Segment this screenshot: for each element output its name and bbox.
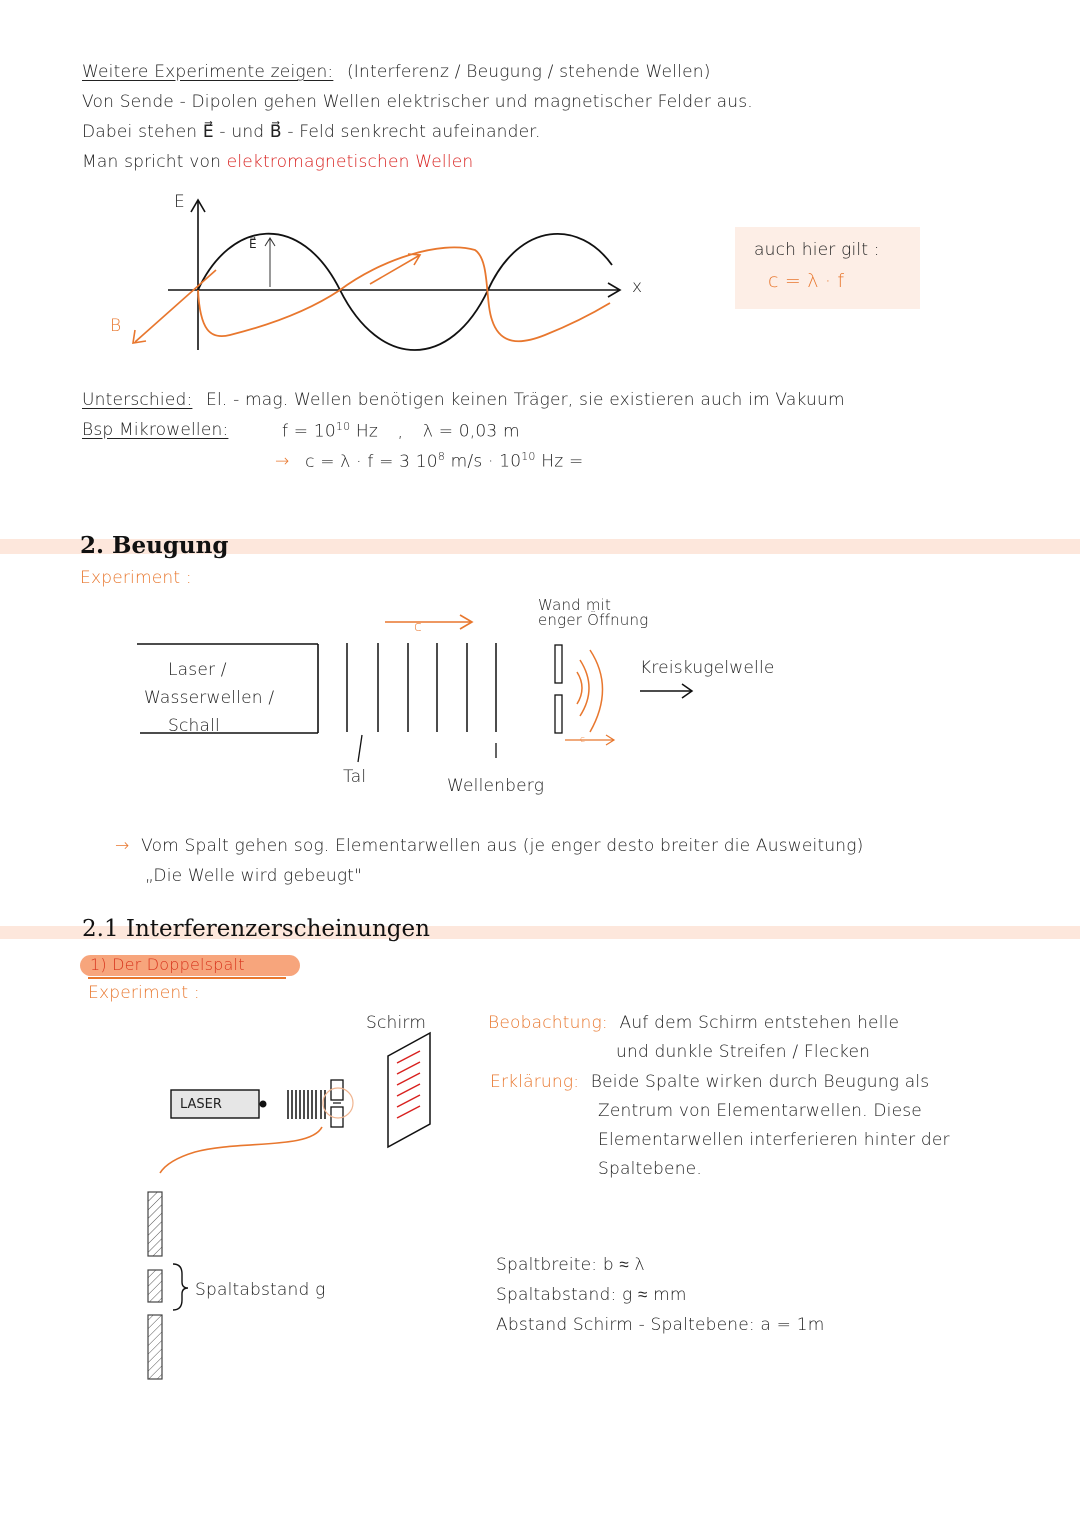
b-field-label: B xyxy=(110,316,122,336)
experiments-list: (Interferenz / Beugung / stehende Wellen) xyxy=(346,62,711,82)
subtitle-double-slit: 1) Der Doppelspalt xyxy=(90,955,245,974)
explanation-line-2: Zentrum von Elementarwellen. Diese xyxy=(598,1101,922,1121)
source-label-water: Wasserwellen / xyxy=(144,688,275,708)
observation-line-2: und dunkle Streifen / Flecken xyxy=(616,1042,871,1062)
param-slit-width: Spaltbreite: b ≈ λ xyxy=(496,1255,645,1275)
em-waves-highlight: elektromagnetischen Wellen xyxy=(226,152,474,172)
calc-exp-b: 10 xyxy=(521,450,536,463)
example-label: Bsp Mikrowellen: xyxy=(82,420,229,440)
observation-label: Beobachtung: xyxy=(488,1013,608,1033)
observation-line-1 xyxy=(488,1013,899,1033)
axis-x-label: x xyxy=(632,277,643,297)
calc-arrow-icon: → xyxy=(275,451,290,472)
trough-label: Tal xyxy=(343,767,367,787)
source-label-laser: Laser / xyxy=(168,660,227,680)
laser-label: LASER xyxy=(180,1097,222,1112)
e-vector-label: E⃗ xyxy=(249,237,257,251)
explanation-line-1 xyxy=(490,1072,929,1092)
explanation-line-4: Spaltebene. xyxy=(598,1159,702,1179)
conclusion-arrow-icon: → xyxy=(115,836,130,856)
wall-label-line2: enger Öffnung xyxy=(538,611,649,629)
circular-wave-label: Kreiskugelwelle xyxy=(640,658,775,678)
section-title-beugung: 2. Beugung xyxy=(80,532,229,559)
calc-exp-a: 8 xyxy=(437,450,446,463)
section-title-interferenz: 2.1 Interferenzerscheinungen xyxy=(82,916,430,942)
conclusion-line-2: „Die Welle wird gebeugt" xyxy=(145,866,363,886)
calc-text-b: m/s · 10 xyxy=(450,451,522,472)
intro-line-4-prefix: Man spricht von xyxy=(82,152,222,172)
difference-text: El. - mag. Wellen benötigen keinen Träger, sie existieren auch im Vakuum xyxy=(206,390,845,410)
intro-line-3: Dabei stehen E⃗ - und B⃗ - Feld senkrecht aufeinander. xyxy=(82,122,541,142)
example-separator: , xyxy=(397,421,404,442)
example-wavelength: λ = 0,03 m xyxy=(422,421,520,442)
small-speed-label: c xyxy=(580,735,586,745)
intro-line-2: Von Sende - Dipolen gehen Wellen elektrischer und magnetischer Felder aus. xyxy=(82,92,753,112)
conclusion-text-1: Vom Spalt gehen sog. Elementarwellen aus (je enger desto breiter die Ausweitung) xyxy=(141,836,864,856)
observation-text-1: Auf dem Schirm entstehen helle xyxy=(619,1013,900,1033)
screen-label: Schirm xyxy=(366,1013,427,1033)
experiments-label: Weitere Experimente zeigen: xyxy=(82,62,334,82)
axis-e-label: E xyxy=(174,192,185,212)
calc-text-c: Hz = xyxy=(541,451,584,472)
param-screen-distance: Abstand Schirm - Spaltebene: a = 1m xyxy=(496,1315,825,1335)
wave-speed-label: c xyxy=(414,619,422,635)
note-box-text: auch hier gilt : xyxy=(754,240,880,260)
difference-label: Unterschied: xyxy=(82,390,193,410)
beugung-experiment-label: Experiment : xyxy=(80,568,192,588)
calc-text-a: c = λ · f = 3 10 xyxy=(305,451,438,472)
param-slit-distance: Spaltabstand: g ≈ mm xyxy=(496,1285,687,1305)
wall-label-line1: Wand mit xyxy=(538,596,612,614)
example-frequency-unit: Hz xyxy=(355,421,378,442)
interferenz-experiment-label: Experiment : xyxy=(88,983,200,1003)
example-frequency: f = 10 xyxy=(282,421,336,442)
example-frequency-exp: 10 xyxy=(335,420,351,433)
crest-label: Wellenberg xyxy=(447,776,545,796)
explanation-text-1: Beide Spalte wirken durch Beugung als xyxy=(590,1072,930,1092)
explanation-label: Erklärung: xyxy=(490,1072,580,1092)
note-box-formula: c = λ · f xyxy=(768,270,845,292)
explanation-line-3: Elementarwellen interferieren hinter der xyxy=(598,1130,950,1150)
slit-distance-label: Spaltabstand g xyxy=(195,1280,326,1300)
source-label-sound: Schall xyxy=(168,716,220,736)
parameter-list xyxy=(496,1250,824,1340)
